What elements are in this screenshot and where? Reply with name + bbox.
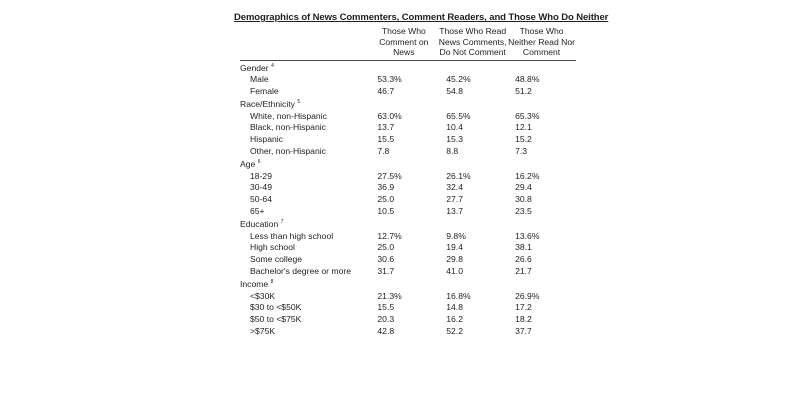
table-cell: 26.9% [515, 290, 540, 301]
category-row [240, 60, 576, 74]
table-cell: 15.2 [515, 134, 532, 145]
table-cell: 7.3 [515, 145, 528, 156]
category-label [240, 97, 576, 111]
footnote-marker: 8 [270, 279, 274, 286]
category-row [240, 157, 576, 171]
table-cell: 23.5 [515, 205, 532, 216]
column-header-readers: Those Who Read News Comments, Do Not Comment [438, 26, 507, 57]
table-cell: 12.7% [377, 230, 402, 241]
row-label [240, 194, 369, 206]
table-row [240, 111, 576, 123]
table-cell: 27.7 [446, 194, 463, 205]
table-row [240, 74, 576, 86]
table-row [240, 291, 576, 303]
table-cell: 32.4 [446, 182, 463, 193]
row-label-text: Less than high school [250, 230, 334, 241]
row-label [240, 242, 369, 254]
footnote-marker: 4 [271, 62, 274, 69]
table-cell: 46.7 [377, 85, 395, 96]
corner-header [240, 26, 369, 60]
row-label [240, 206, 369, 218]
table-row [240, 146, 576, 158]
row-label [240, 111, 369, 123]
table-row [240, 194, 576, 206]
row-label-text: <$30K [250, 290, 276, 301]
row-label-text: Bachelor's degree or more [250, 266, 351, 277]
table-row [240, 134, 576, 146]
row-label-text: 65+ [250, 205, 265, 216]
table-cell: 26.6 [515, 254, 532, 264]
table-cell: 65.3% [515, 110, 540, 121]
row-label [240, 266, 369, 278]
category-label-text: Education [240, 219, 279, 230]
row-label [240, 231, 369, 243]
category-row [240, 277, 576, 291]
table-cell: 26.1% [446, 170, 471, 181]
row-label [240, 74, 369, 86]
table-cell: 21.7 [515, 265, 532, 276]
row-label-text: Other, non-Hispanic [250, 145, 326, 156]
table-cell: 10.5 [377, 205, 395, 216]
category-label [240, 217, 576, 231]
category-label [240, 157, 576, 171]
row-label-text: 30-49 [250, 182, 272, 193]
table-cell: 31.7 [377, 265, 395, 276]
category-label [240, 277, 576, 291]
row-label-text: Hispanic [250, 134, 283, 145]
table-cell: 16.8% [446, 290, 471, 301]
table-cell: 42.8 [377, 325, 395, 336]
row-label [240, 146, 369, 158]
table-cell: 14.8 [446, 302, 463, 313]
table-cell: 8.8 [446, 145, 459, 156]
category-label [240, 60, 576, 74]
table-cell: 53.3% [377, 74, 402, 85]
table-cell: 15.3 [446, 134, 463, 145]
table-cell: 10.4 [446, 122, 463, 133]
row-label-text: Black, non-Hispanic [250, 122, 326, 133]
category-row [240, 97, 576, 111]
row-label-text: Male [250, 74, 269, 85]
table-row [240, 254, 576, 266]
table-row [240, 86, 576, 98]
document-region [234, 12, 610, 337]
row-label [240, 326, 369, 338]
table-body [240, 60, 576, 337]
table-cell: 15.5 [377, 302, 395, 313]
row-label-text: 50-64 [250, 194, 272, 205]
table-cell: 29.4 [515, 182, 532, 193]
row-label [240, 291, 369, 303]
table-cell: 20.3 [377, 313, 395, 324]
table-row [240, 171, 576, 183]
table-cell: 36.9 [377, 182, 395, 193]
footnote-marker: 6 [257, 159, 261, 166]
table-cell: 51.2 [515, 85, 532, 96]
row-label-text: >$75K [250, 325, 276, 336]
table-cell: 13.7 [377, 122, 395, 133]
category-label-text: Age [240, 159, 256, 170]
table-cell: 45.2% [446, 74, 471, 85]
column-header-commenters: Those Who Comment on News [379, 26, 429, 57]
row-label [240, 86, 369, 98]
table-cell: 15.5 [377, 134, 395, 145]
table-cell: 52.2 [446, 325, 463, 336]
table-cell: 25.0 [377, 242, 395, 253]
table-cell: 37.7 [515, 325, 532, 336]
table-cell: 7.8 [377, 145, 390, 156]
row-label-text: Some college [250, 254, 303, 264]
category-label-text: Race/Ethnicity [240, 99, 295, 110]
row-label-text: White, non-Hispanic [250, 110, 327, 121]
demographics-table [240, 26, 576, 337]
table-row [240, 266, 576, 278]
table-row [240, 122, 576, 134]
table-cell: 13.7 [446, 205, 463, 216]
table-row [240, 242, 576, 254]
table-cell: 30.6 [377, 254, 395, 264]
table-cell: 63.0% [377, 110, 402, 121]
footnote-marker: 7 [280, 219, 284, 226]
table-cell: 16.2% [515, 170, 540, 181]
table-cell: 29.8 [446, 254, 463, 264]
table-row [240, 182, 576, 194]
row-label-text: 18-29 [250, 170, 272, 181]
row-label-text: Female [250, 85, 279, 96]
row-label [240, 302, 369, 314]
footnote-marker: 5 [297, 99, 301, 106]
table-row [240, 314, 576, 326]
table-cell: 25.0 [377, 194, 395, 205]
row-label-text: High school [250, 242, 295, 253]
table-row [240, 326, 576, 338]
row-label [240, 254, 369, 266]
table-cell: 19.4 [446, 242, 463, 253]
row-label-text: $50 to <$75K [250, 313, 302, 324]
category-row [240, 217, 576, 231]
table-cell: 54.8 [446, 85, 463, 96]
table-cell: 21.3% [377, 290, 402, 301]
table-cell: 17.2 [515, 302, 532, 313]
row-label [240, 171, 369, 183]
row-label [240, 314, 369, 326]
table-cell: 48.8% [515, 74, 540, 85]
category-label-text: Gender [240, 62, 269, 73]
table-cell: 65.5% [446, 110, 471, 121]
row-label [240, 182, 369, 194]
table-cell: 16.2 [446, 313, 463, 324]
table-cell: 12.1 [515, 122, 532, 133]
table-cell: 13.6% [515, 230, 540, 241]
table-row [240, 231, 576, 243]
table-cell: 9.8% [446, 230, 466, 241]
row-label [240, 122, 369, 134]
category-label-text: Income [240, 279, 269, 290]
table-cell: 30.8 [515, 194, 532, 205]
table-row [240, 206, 576, 218]
table-row [240, 302, 576, 314]
table-cell: 38.1 [515, 242, 532, 253]
table-cell: 41.0 [446, 265, 463, 276]
column-header-neither: Those Who Neither Read Nor Comment [508, 26, 575, 57]
row-label [240, 134, 369, 146]
header-row [240, 26, 576, 60]
table-title: Demographics of News Commenters, Comment Readers, and Those Who Do Neither [234, 12, 609, 23]
table-cell: 18.2 [515, 313, 532, 324]
row-label-text: $30 to <$50K [250, 302, 302, 313]
table-cell: 27.5% [377, 170, 402, 181]
